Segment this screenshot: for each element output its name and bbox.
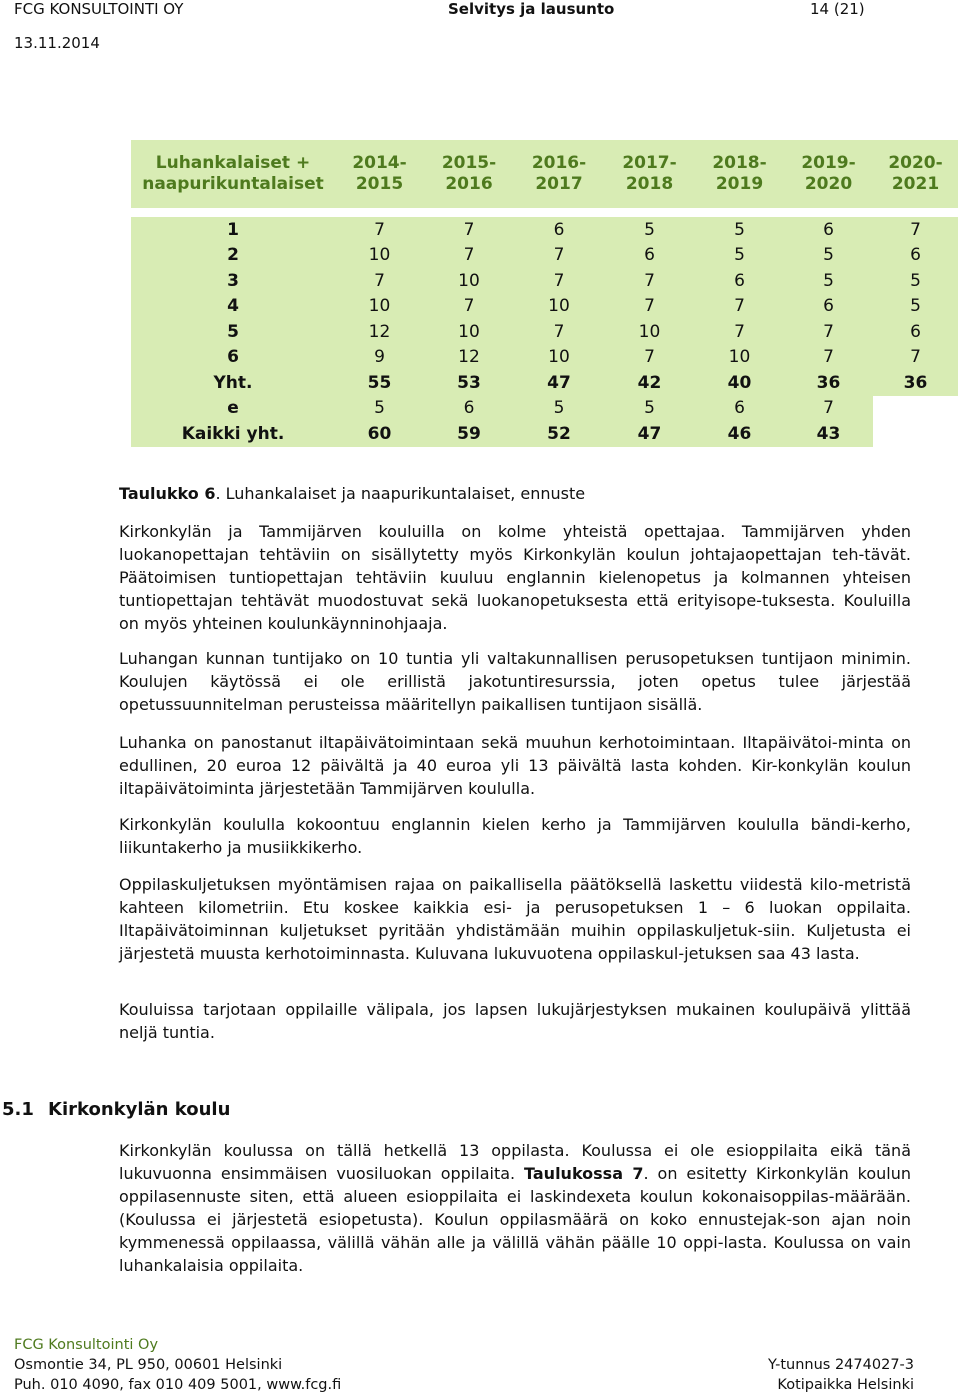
header-doc-title: Selvitys ja lausunto bbox=[448, 0, 615, 18]
table-row: 6 9 12 10 7 10 7 7 bbox=[227, 347, 921, 368]
paragraph: Kirkonkylän koululla kokoontuu englannin kielen kerho ja Tammijärven koululla bändi-kerho, liikuntakerho ja musiikkikerho. bbox=[119, 815, 911, 857]
paragraph: Luhangan kunnan tuntijako on 10 tuntia yli valtakunnallisen perusopetuksen tuntijaon minimin. Koulujen käytössä ei ole erillistä jakotuntiresurssia, joten opetus tulee järjestää opetussuunnitelman perusteissa määritellyn paikallisen tuntijaon sisällä. bbox=[119, 649, 911, 714]
table-row-preschool: e 5 6 5 5 6 7 bbox=[131, 396, 958, 422]
header-company: FCG KONSULTOINTI OY bbox=[14, 0, 184, 18]
page-header bbox=[0, 0, 960, 60]
footer-ytunnus: Y-tunnus 2474027-3 bbox=[767, 1357, 914, 1373]
footer-company: FCG Konsultointi Oy bbox=[14, 1337, 159, 1353]
section-heading: 5.1 Kirkonkylän koulu bbox=[2, 1099, 231, 1120]
table-row: 3 7 10 7 7 6 5 5 bbox=[227, 270, 921, 291]
footer-right bbox=[768, 1355, 914, 1395]
table-row: 4 10 7 10 7 7 6 5 bbox=[227, 296, 921, 317]
footer-address: Osmontie 34, PL 950, 00601 Helsinki bbox=[14, 1357, 283, 1373]
table-row: 5 12 10 7 10 7 7 6 bbox=[227, 321, 921, 342]
year-header: 2018- 2019 bbox=[695, 140, 784, 213]
year-header: 2019- 2020 bbox=[784, 140, 873, 213]
table-row-grand-total: Kaikki yht. 60 59 52 47 46 43 bbox=[131, 421, 958, 447]
section-paragraph: Kirkonkylän koulussa on tällä hetkellä 13 oppilasta. Koulussa ei ole esioppilaita eikä tänä lukuvuonna ensimmäisen vuosiluokan oppilaita. Taulukossa 7. on esitetty Kirkonkylän koulun oppilasennuste siten, että alueen esioppilaita ei laskindexeta koulun kokonaisoppilas-määrään. (Koulussa ei järjestetä esiopetusta). Koulun oppilasmäärä on koko ennustejak-son ajan noin kymmenessä oppilaassa, välillä vähän alle ja välillä vähän päälle 10 oppi-lasta. Koulussa on vain luhankalaisia oppilaita. bbox=[119, 1141, 911, 1275]
paragraph: Kouluissa tarjotaan oppilaille välipala, jos lapsen lukujärjestyksen mukainen koulupäivä ylittää neljä tuntia. bbox=[119, 1000, 911, 1042]
table-header-row bbox=[131, 140, 958, 213]
table-row-total: Yht. 55 53 47 42 40 36 36 bbox=[213, 372, 928, 393]
header-page-number: 14 (21) bbox=[810, 0, 865, 18]
forecast-table bbox=[131, 140, 958, 447]
footer-kotipaikka: Kotipaikka Helsinki bbox=[777, 1377, 914, 1393]
paragraph: Luhanka on panostanut iltapäivätoimintaan sekä muuhun kerhotoimintaan. Iltapäivätoi-minta on edullinen, 20 euroa 12 päivältä ja 40 euroa yli 13 päivältä lasta kohden. Kir-konkylän koulun iltapäivätoiminta järjestetään Tammijärven koululla. bbox=[119, 733, 911, 798]
header-date: 13.11.2014 bbox=[14, 34, 100, 52]
year-header: 2016- 2017 bbox=[514, 140, 604, 213]
table-row: 2 10 7 7 6 5 5 6 bbox=[227, 245, 921, 266]
year-header: 2015- 2016 bbox=[424, 140, 514, 213]
year-header: 2017- 2018 bbox=[604, 140, 695, 213]
year-header: 2014- 2015 bbox=[335, 140, 424, 213]
table-header-label: Luhankalaiset + naapurikuntalaiset bbox=[131, 140, 335, 213]
paragraph: Oppilaskuljetuksen myöntämisen rajaa on paikallisella päätöksellä laskettu viidestä kilo-metristä kahteen kilometriin. Etu koskee kaikkia esi- ja perusopetuksen 1 – 6 luokan oppilaita. Iltapäivätoiminnan kuljetukset pyritään yhdistämään muihin oppilaskuljetuk-siin. Kuljetusta ei järjestetä muusta kerhotoiminnasta. Kuluvana lukuvuotena oppilaskul-jetuksen saa 43 lasta. bbox=[119, 875, 911, 963]
table-row: 1 7 7 6 5 5 6 7 bbox=[227, 219, 921, 240]
year-header: 2020- 2021 bbox=[873, 140, 958, 213]
table-caption: Taulukko 6. Luhankalaiset ja naapurikuntalaiset, ennuste bbox=[119, 484, 586, 503]
paragraph: Kirkonkylän ja Tammijärven kouluilla on kolme yhteistä opettajaa. Tammijärven yhden luokanopettajan tehtäviin on sisällytetty myös Kirkonkylän koulun johtajaopettajan teh-tävät. Päätoimisen tuntiopettajan tehtäviin kuuluu englannin kielenopetus ja kolmannen yhteisen tuntiopettajan tehtävät muodostuvat sekä luokanopetuksesta että erityisope-tuksesta. Kouluilla on myös yhteinen koulunkäynninohjaaja. bbox=[119, 522, 911, 633]
page-footer bbox=[14, 1335, 914, 1395]
footer-phone: Puh. 010 4090, fax 010 409 5001, www.fcg.fi bbox=[14, 1377, 342, 1393]
